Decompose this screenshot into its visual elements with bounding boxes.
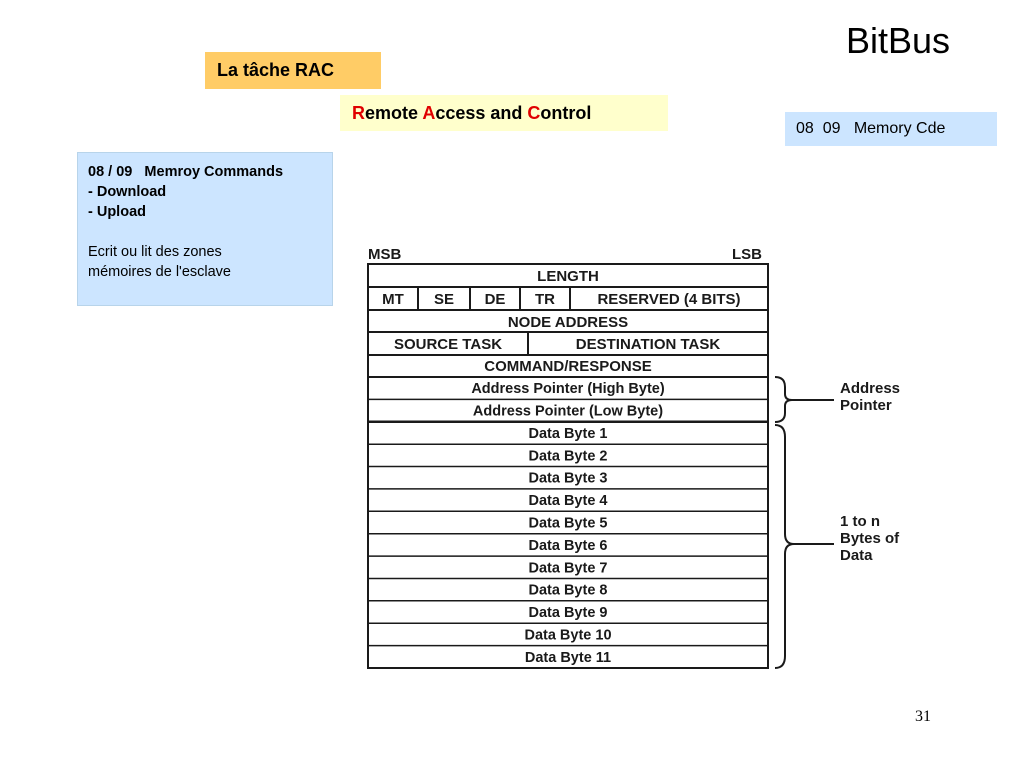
rac-task-label: La tâche RAC (205, 52, 381, 89)
data-byte-row: Data Byte 1 (528, 426, 608, 442)
data-byte-row: Data Byte 11 (524, 649, 612, 666)
address-brace (775, 377, 792, 422)
info-download: - Download (88, 184, 167, 200)
data-byte-row: Data Byte 6 (528, 537, 608, 554)
data-byte-row: Data Byte 2 (528, 448, 608, 465)
memory-commands-info (77, 152, 333, 306)
flag-reserved: RESERVED (4 BITS) (597, 291, 741, 308)
flag-mt: MT (382, 291, 404, 308)
access-word-rest: ccess and (435, 103, 528, 123)
address-annotation-line2: Pointer (840, 397, 892, 414)
address-pointer-row: Address Pointer (Low Byte) (472, 403, 664, 420)
flag-se: SE (433, 291, 455, 308)
data-byte-row: Data Byte 7 (528, 560, 608, 577)
data-annotation-line1: 1 to n (840, 513, 880, 530)
slide-title: BitBus (846, 20, 951, 61)
lsb-label: LSB (732, 246, 762, 263)
info-heading: 08 / 09 Memroy Commands (88, 164, 284, 180)
remote-word-rest: emote (365, 103, 423, 123)
rac-frame-diagram (360, 240, 930, 680)
data-brace (775, 425, 794, 668)
data-byte-row: Data Byte 4 (528, 493, 608, 510)
memory-command-label: 08 09 Memory Cde (785, 112, 997, 146)
data-byte-row: Data Byte 9 (528, 605, 608, 621)
remote-initial: R (352, 103, 365, 123)
control-initial: C (527, 103, 541, 123)
info-upload: - Upload (88, 204, 146, 220)
msb-label: MSB (368, 246, 402, 263)
flag-de: DE (484, 291, 506, 308)
page-number: 31 (915, 708, 931, 725)
info-description-1: Ecrit ou lit des zones (88, 244, 222, 260)
command-response-field: COMMAND/RESPONSE (484, 358, 652, 375)
data-byte-row: Data Byte 3 (528, 470, 608, 487)
remote-access-control-label (340, 95, 668, 131)
access-initial: A (422, 103, 436, 123)
data-annotation-line2: Bytes of (840, 530, 900, 547)
address-annotation-line1: Address (840, 380, 901, 397)
info-description-2: mémoires de l'esclave (88, 264, 231, 280)
address-pointer-row: Address Pointer (High Byte) (471, 381, 665, 398)
data-byte-row: Data Byte 8 (528, 582, 608, 599)
length-field: LENGTH (537, 268, 599, 285)
source-task-field: SOURCE TASK (393, 336, 503, 353)
flag-tr: TR (535, 291, 555, 308)
node-address-field: NODE ADDRESS (507, 314, 629, 331)
data-annotation-line3: Data (840, 547, 873, 564)
control-word-rest: ontrol (540, 103, 592, 123)
destination-task-field: DESTINATION TASK (575, 336, 721, 353)
data-byte-row: Data Byte 5 (528, 515, 608, 532)
info-spacer (88, 222, 322, 242)
data-byte-row: Data Byte 10 (524, 627, 612, 644)
